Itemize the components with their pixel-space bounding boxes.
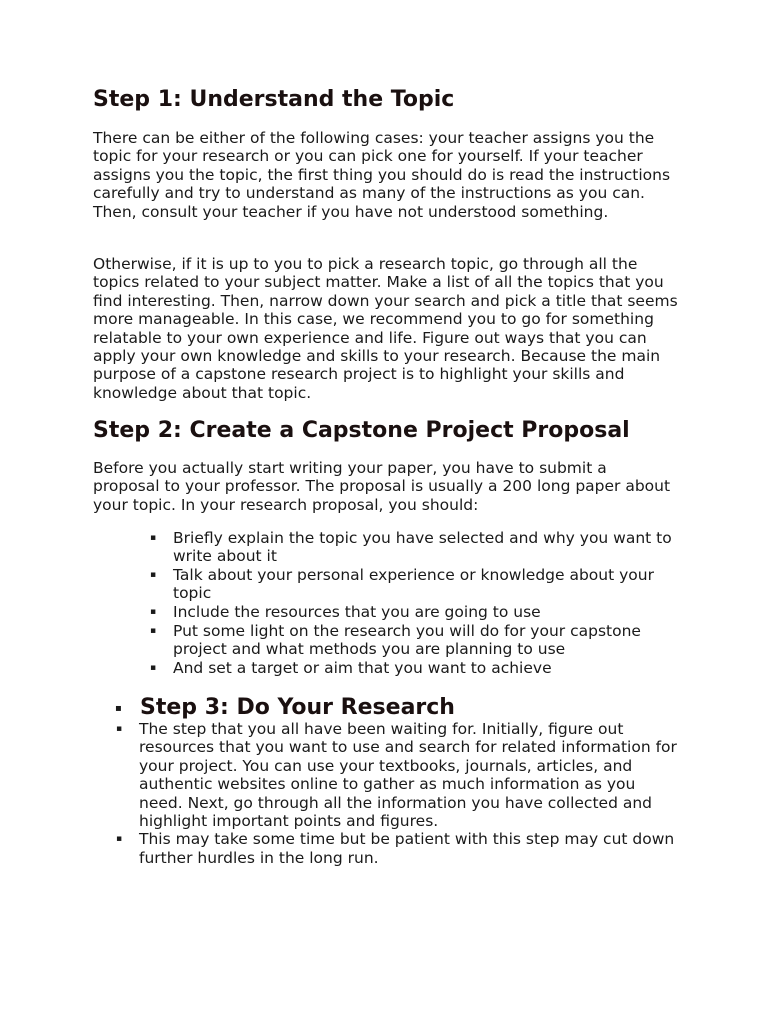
step-3-heading: Step 3: Do Your Research (140, 695, 455, 720)
bullet-icon: ▪ (150, 607, 157, 617)
list-item (150, 566, 673, 603)
list-item-text: Briefly explain the topic you have selected and why you want to write about it (173, 529, 672, 566)
step-2-heading: Step 2: Create a Capstone Project Proposal (93, 418, 630, 443)
list-item-text: Talk about your personal experience or knowledge about your topic (173, 566, 654, 603)
list-item-text: And set a target or aim that you want to achieve (173, 658, 552, 677)
list-item (150, 621, 673, 659)
bullet-icon: ▪ (115, 703, 122, 714)
bullet-icon: ▪ (150, 533, 157, 543)
list-item (150, 529, 673, 566)
list-item-text: Put some light on the research you will do for your capstone project and what methods you are planning to use (173, 621, 641, 658)
bullet-icon: ▪ (150, 662, 157, 673)
list-item-text: Include the resources that you are going to use (173, 603, 541, 621)
proposal-checklist (150, 529, 673, 677)
bullet-icon: ▪ (150, 570, 157, 580)
list-item (116, 720, 679, 831)
bullet-icon: ▪ (116, 834, 123, 845)
bullet-icon: ▪ (150, 625, 157, 636)
list-item (150, 603, 673, 621)
list-item (116, 830, 679, 867)
bullet-icon: ▪ (116, 724, 123, 734)
list-item-text: This may take some time but be patient with this step may cut down further hurdles in the long run. (139, 830, 675, 867)
research-steps-list (116, 720, 679, 867)
step-1-paragraph-1: There can be either of the following cases: your teacher assigns you the topic for your research or you can pick one for yourself. If your teacher assigns you the topic, the first thing you should do is read the instructions carefully and try to understand as many of the instructions as you can. Then, consult your teacher if you have not understood something. (93, 129, 671, 221)
list-item (150, 658, 673, 677)
step-1-heading: Step 1: Understand the Topic (93, 87, 455, 112)
list-item-text: The step that you all have been waiting for. Initially, figure out resources that you want to use and search for related information for your project. You can use your textbooks, journals, articles, and authentic websites online to gather as much information as you need. Next, go through all the information you have collected and highlight important points and figures. (139, 720, 677, 831)
step-1-paragraph-2: Otherwise, if it is up to you to pick a research topic, go through all the topics related to your subject matter. Make a list of all the topics that you find interesting. Then, narrow down your search and pick a title that seems more manageable. In this case, we recommend you to go for something relatable to your own experience and life. Figure out ways that you can apply your own knowledge and skills to your research. Because the main purpose of a capstone research project is to highlight your skills and knowledge about that topic. (93, 255, 678, 402)
step-2-paragraph: Before you actually start writing your paper, you have to submit a proposal to your professor. The proposal is usually a 200 long paper about your topic. In your research proposal, you should: (93, 459, 671, 514)
